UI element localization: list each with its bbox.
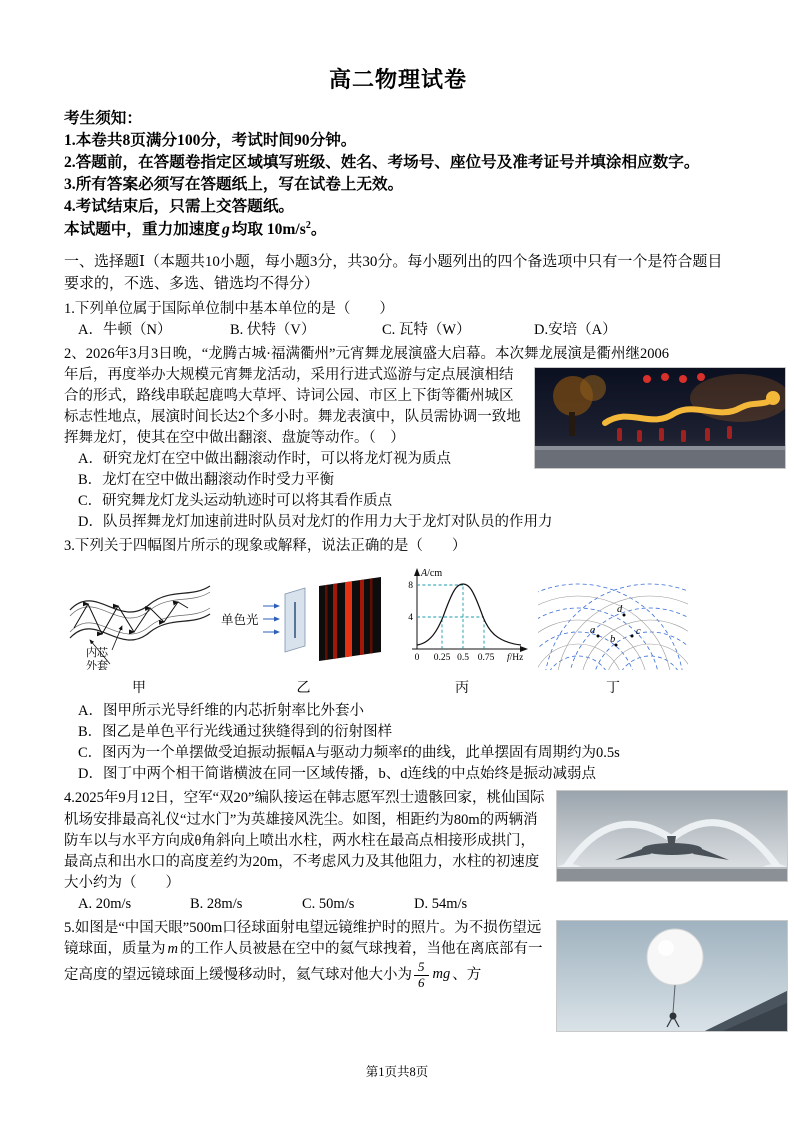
point-a: a: [590, 625, 596, 637]
q4-option-d: D. 54m/s: [414, 895, 468, 912]
q2-body: [64, 365, 732, 533]
core-label: 内芯: [86, 647, 108, 660]
figure-jia: [64, 572, 214, 699]
figure-yi-caption: 乙: [296, 681, 311, 697]
q3-option-a: A．图甲所示光导纤维的内芯折射率比外套小: [78, 703, 364, 720]
q3-option-b: B．图乙是单色平行光线通过狭缝得到的衍射图样: [78, 724, 393, 741]
q3-stem: 3.下列关于四幅图片所示的现象或解释，说法正确的是（ ）: [64, 538, 467, 555]
gravity-end: 。: [310, 220, 327, 238]
page-title: 高二物理试卷: [328, 67, 467, 92]
figure-bing-caption: 丙: [455, 681, 469, 697]
q5-var-m: m: [167, 940, 178, 957]
q3-option-d: D．图丁中两个相干简谐横波在同一区域传播，b、d连线的中点始终是振动减弱点: [78, 766, 596, 783]
q5-mg-symbol: mg: [432, 966, 451, 983]
q5-frac-denominator: 6: [418, 974, 425, 990]
gravity-note: [64, 219, 732, 241]
q2-stem-line1: 2、2026年3月3日晚，“龙腾古城·福满衢州”元宵舞龙展演盛大启幕。本次舞龙展演是衢州继2006: [64, 345, 669, 362]
notice-heading: 考生须知：: [64, 109, 142, 127]
figure-bing: [393, 563, 531, 699]
q4-option-c: C. 50m/s: [302, 895, 355, 912]
question-2: [64, 344, 732, 533]
gravity-prefix: 本试题中，重力加速度: [64, 220, 220, 238]
question-4: [64, 788, 732, 914]
q5-tail: 、方: [452, 966, 482, 983]
q1-option-d: D.安培（A）: [534, 321, 617, 338]
diffraction-figure: [221, 572, 386, 670]
q1-stem: 1.下列单位属于国际单位制中基本单位的是（ ）: [64, 300, 394, 317]
optical-fiber-figure: [64, 572, 214, 670]
figure-jia-caption: 甲: [132, 681, 146, 697]
q5-frac-numerator: 5: [414, 960, 429, 976]
gravity-sup: 2: [305, 219, 311, 231]
water-salute-photo: [556, 790, 788, 882]
helium-balloon-photo: [556, 920, 788, 1032]
q2-option-a: A．研究龙灯在空中做出翻滚动作时，可以将龙灯视为质点: [78, 451, 451, 468]
gravity-symbol: g: [221, 220, 230, 238]
notice-item-4: 4.考试结束后，只需上交答题纸。: [64, 198, 295, 216]
figure-ding-caption: 丁: [606, 681, 620, 697]
q1-option-c: C. 瓦特（W）: [382, 321, 471, 338]
q3-option-c: C．图丙为一个单摆做受迫振动振幅A与驱动力频率f的曲线，此单摆固有周期约为0.5s: [78, 745, 620, 762]
xtick-025: 0.25: [433, 653, 451, 664]
point-c: c: [636, 626, 641, 638]
q2-option-b: B．龙灯在空中做出翻滚动作时受力平衡: [78, 472, 335, 489]
q4-option-b: B. 28m/s: [190, 895, 243, 912]
point-b: b: [610, 634, 616, 646]
question-3: [64, 536, 732, 785]
y-axis-label: A/cm: [421, 568, 443, 580]
q5-stem-b: 的工作人员被悬在空中的氦气球拽着，当他在离底部有一定高度的望远镜球面上缓慢移动时，氦气球对他大小为: [64, 940, 543, 983]
question-1: [64, 299, 732, 341]
sheath-label: 外套: [86, 660, 108, 671]
notice-item-1: 1.本卷共8页满分100分，考试时间90分钟。: [64, 132, 357, 150]
notice-item-3: 3.所有答案必须写在答题纸上，写在试卷上无效。: [64, 176, 404, 194]
gravity-mid: 均取 10m/s: [231, 220, 306, 238]
interference-figure: [538, 572, 688, 670]
q2-option-d: D．队员挥舞龙灯加速前进时队员对龙灯的作用力大于龙灯对队员的作用力: [78, 514, 553, 531]
q4-option-a: A. 20m/s: [78, 895, 132, 912]
dragon-dance-photo: [534, 367, 786, 469]
q1-options: [64, 320, 732, 341]
q2-option-c: C．研究舞龙灯龙头运动轨迹时可以将其看作质点: [78, 493, 393, 510]
figure-yi: [221, 572, 386, 699]
figure-ding: [538, 572, 688, 699]
question-5: [64, 918, 732, 1038]
q4-options: [64, 894, 732, 915]
q4-stem: 4.2025年9月12日，空军“双20”编队接运在韩志愿军烈士遗骸回家，桃仙国际机场安排最高礼仪“过水门”为英雄接风洗尘。如图，相距约为80m的两辆消防车以与水平方向成θ角斜向上喷出水柱，两水柱在最高点相接形成拱门，最高点和出水口的高度差约为20m，不考虑风力及其他阻力，水柱的初速度大小约为（ ）: [64, 790, 545, 891]
xtick-05: 0.5: [457, 653, 469, 664]
q5-stem-a: 5.如图是“中国天眼”500m口径球面射电望远镜维护时的照片。为不损伤望远镜球面，质量为: [64, 919, 542, 957]
x-axis-label: f/Hz: [507, 653, 524, 664]
resonance-graph-figure: [393, 563, 531, 670]
notice-section: [64, 108, 732, 241]
section1-heading: 一、选择题Ⅰ（本题共10小题，每小题3分，共30分。每小题列出的四个备选项中只有一个是符合题目要求的，不选、多选、错选均不得分）: [64, 253, 723, 293]
ytick-4: 4: [408, 613, 413, 624]
notice-item-2: 2.答题前，在答题卷指定区域填写班级、姓名、考场号、座位号及准考证号并填涂相应数字。: [64, 154, 700, 172]
point-d: d: [617, 604, 623, 616]
q3-figures: [64, 563, 688, 699]
q1-option-b: B. 伏特（V）: [230, 321, 316, 338]
light-source-label: 单色光: [221, 613, 259, 628]
xtick-0: 0: [414, 653, 420, 664]
ytick-8: 8: [408, 581, 413, 592]
page-footer: 第1页共8页: [365, 1064, 429, 1079]
q2-stem-rest: 年后，再度举办大规模元宵舞龙活动，采用行进式巡游与定点展演相结合的形式，路线串联起鹿鸣大草坪、诗词公园、市区上下街等衢州城区标志性地点，展演时间长达2个多小时。舞龙表演中，队员需协调一致地挥舞龙灯，使其在空中做出翻滚、盘旋等动作。（ ）: [64, 366, 521, 447]
xtick-075: 0.75: [477, 653, 495, 664]
q5-fraction: [414, 960, 429, 991]
q1-option-a: A．牛顿（N）: [78, 321, 172, 338]
